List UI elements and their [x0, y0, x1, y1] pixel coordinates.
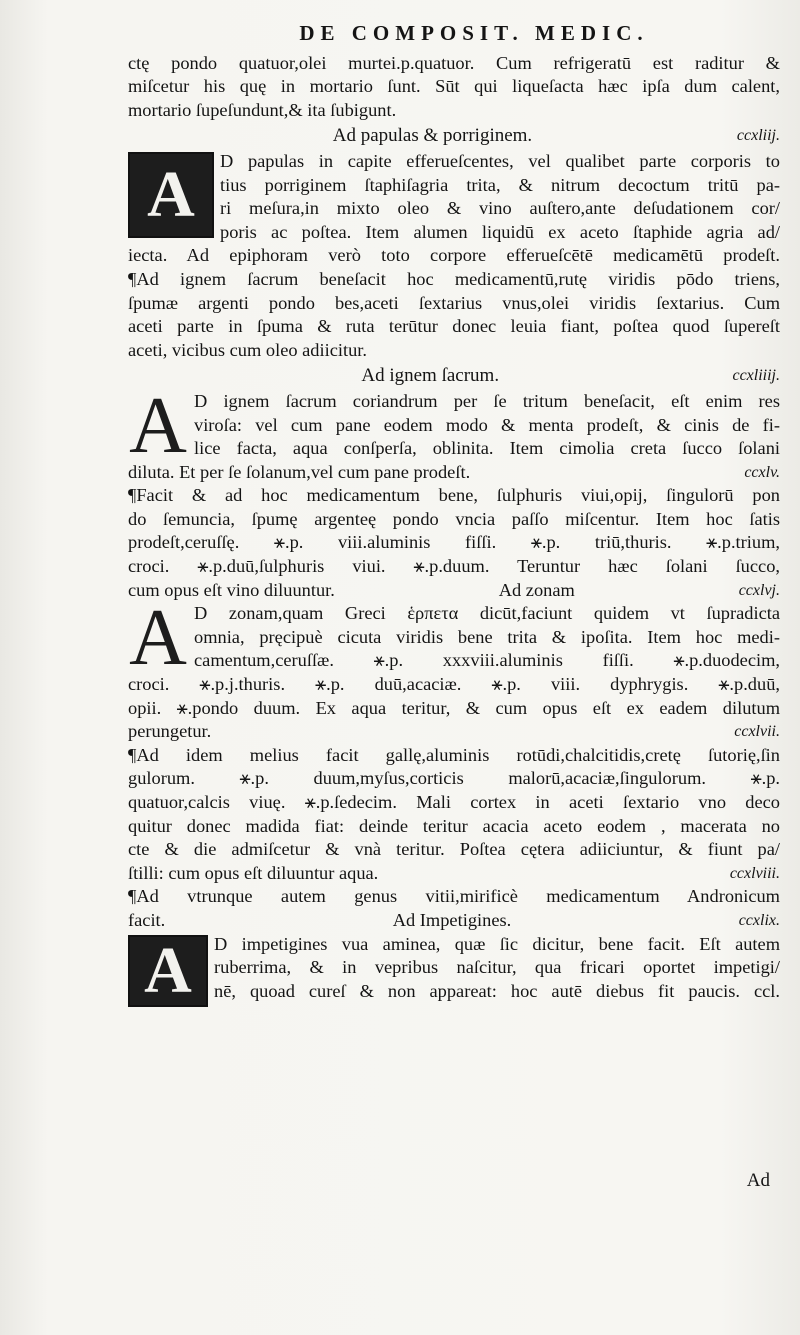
section-paragraph: [128, 381, 780, 579]
text-line: croci. ⚹.p.duū,ſulphuris viui. ⚹.p.duum. Teruntur hæc ſolani ſucco,: [128, 556, 780, 577]
running-header: DE COMPOSIT. MEDIC.: [299, 21, 649, 45]
text-line: ctę pondo quatuor,olei murtei.p.quatuor. Cum refrigeratū est raditur &: [128, 52, 780, 73]
text-line: miſcetur his quę in mortario ſunt. Sūt qui liqueſacta hæc ipſa dum calent,: [128, 76, 780, 97]
text-line: cte & die admiſcetur & vnà teritur. Poſtea cętera adiiciuntur, & fiunt pa/: [128, 839, 780, 860]
intro-paragraph: [128, 52, 780, 123]
section-heading: [128, 364, 780, 388]
text-line: nē, quoad cureſ & non appareat: hoc autē diebus fit paucis. ccl.: [214, 980, 780, 1001]
text-line: viroſa: vel cum pane eodem modo & menta prodeſt, & cinis de fi-: [194, 414, 780, 435]
numbered-line: [128, 461, 780, 485]
text-line: iecta. Ad epiphoram verò toto corpore efferueſcētē medicamētū prodeſt.: [128, 245, 780, 266]
section-number: ccxliiij.: [732, 367, 780, 385]
text-line: ¶Ad idem melius facit gallę,aluminis rotūdi,chalcitidis,cretę ſutorię,ſin: [128, 744, 780, 765]
text-line: tius porriginem ſtaphiſagria trita, & nitrum decoctum tritū pa-: [220, 174, 780, 195]
section-title: Ad papulas & porriginem.: [332, 125, 533, 147]
text-line: camentum,ceruſſæ. ⚹.p. xxxviii.aluminis fiſſi. ⚹.p.duodecim,: [194, 650, 780, 671]
text-line: ruberrima, & in vepribus naſcitur, qua fricari oportet impetigi/: [214, 957, 780, 978]
section-number: ccxlv.: [744, 463, 780, 481]
text-line: poris ac poſtea. Item alumen liquidū ex aceto ſtaphide agria ad/: [220, 221, 780, 242]
section-paragraph: [128, 594, 780, 909]
text-line: ſpumæ argenti pondo bes,aceti ſextarius vnus,olei viridis ſextarius. Cum: [128, 292, 780, 313]
text-line: perungetur.: [128, 721, 212, 742]
section-title: Ad Impetigines.: [392, 909, 512, 930]
section-number: ccxlvj.: [738, 581, 780, 599]
text-line: D impetigines vua aminea, quæ ſic dicitur, bene facit. Eſt autem: [214, 933, 780, 954]
numbered-line: [128, 720, 780, 744]
page-text: [128, 22, 780, 1007]
text-line: ¶Facit & ad hoc medicamentum bene, ſulphuris viui,opij, ſingulorū pon: [128, 485, 780, 506]
decorated-initial: A: [128, 152, 214, 238]
section-title: Ad ignem ſacrum.: [361, 365, 500, 387]
text-line: D ignem ſacrum coriandrum per ſe tritum beneſacit, eſt enim res: [194, 390, 780, 411]
initial-letter: A: [129, 594, 187, 683]
text-line: D papulas in capite efferueſcentes, vel qualibet parte corporis to: [220, 150, 780, 171]
text-line: ſtilli: cum opus eſt diluuntur aqua.: [128, 862, 379, 883]
section-heading: [128, 579, 780, 603]
text-line: cum opus eſt vino diluuntur.: [128, 579, 335, 600]
text-line: ¶Ad ignem ſacrum beneſacit hoc medicamentū,rutę viridis pōdo triens,: [128, 268, 780, 289]
text-line: lice facta, aqua conſperſa, oblinita. Item cimolia creta ſucco ſolani: [194, 438, 780, 459]
text-line: aceti, vicibus cum oleo adiicitur.: [128, 339, 368, 360]
text-line: quitur donec madida fiat: deinde teritur acacia aceto eodem , macerata no: [128, 815, 780, 836]
text-line: mortario ſupeſundunt,& ita ſubigunt.: [128, 99, 397, 120]
text-line: croci. ⚹.p.j.thuris. ⚹.p. duū,acaciæ. ⚹.p. viii. dyphrygis. ⚹.p.duū,: [128, 674, 780, 695]
section-paragraph: [128, 933, 780, 1007]
text-line: aceti parte in ſpuma & ruta terūtur donec leuia fiant, poſtea quod ſupereſt: [128, 316, 780, 337]
section-number: ccxliij.: [736, 127, 780, 145]
section-heading: [128, 124, 780, 148]
text-line: ri meſura,in mixto oleo & vino auſtero,ante deſudationem cor/: [220, 198, 780, 219]
section-number: ccxlviii.: [729, 864, 780, 882]
text-line: omnia, pręcipuè cicuta viridis bene trita & ipoſita. Item hoc medi-: [194, 626, 780, 647]
catchword: Ad: [746, 1170, 770, 1191]
section-number: ccxlix.: [738, 911, 780, 929]
section-title: Ad zonam: [498, 579, 575, 600]
decorated-initial: A: [128, 935, 208, 1007]
text-line: ¶Ad vtrunque autem genus vitii,mirificè medicamentum Andronicum: [128, 886, 780, 907]
text-line: diluta. Et per ſe ſolanum,vel cum pane prodeſt.: [128, 461, 471, 482]
numbered-line: [128, 862, 780, 886]
text-line: do ſemuncia, ſpumę argenteę pondo vncia paſſo miſcentur. Item hoc ſatis: [128, 508, 780, 529]
initial-letter: A: [129, 381, 187, 470]
text-line: prodeſt,ceruſſę. ⚹.p. viii.aluminis fiſſi. ⚹.p. triū,thuris. ⚹.p.trium,: [128, 532, 780, 553]
text-line: quatuor,calcis viuę. ⚹.p.ſedecim. Mali cortex in aceti ſextario vno deco: [128, 792, 780, 812]
section-paragraph: [128, 150, 780, 362]
section-number: ccxlvii.: [734, 723, 780, 741]
section-heading: [128, 909, 780, 933]
text-line: D zonam,quam Greci ἑρπετα dicūt,faciunt quidem vt ſupradicta: [194, 603, 780, 624]
text-line: gulorum. ⚹.p. duum,myſus,corticis malorū,acaciæ,ſingulorum. ⚹.p.: [128, 768, 780, 789]
text-line: facit.: [128, 909, 166, 930]
text-line: opii. ⚹.pondo duum. Ex aqua teritur, & cum opus eſt ex eadem dilutum: [128, 697, 780, 718]
